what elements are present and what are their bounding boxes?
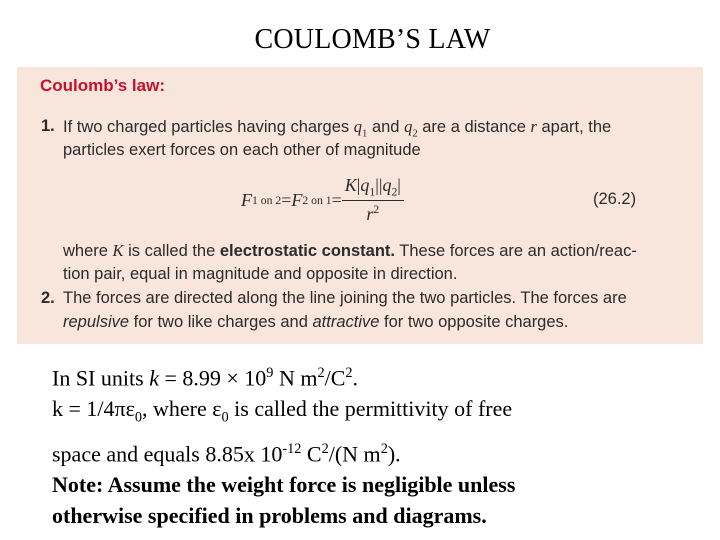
permittivity-line: $k = 1/4\pi\varepsilon_0$, where $\varepsilon_0$ is called the permittivity of free [52,396,513,426]
where-line-2: tion pair, equal in magnitude and opposite in direction. [63,265,458,283]
equation-fraction [342,175,404,226]
notes-block [52,358,515,531]
permittivity-value-line: space and equals 8.85x $10^{-12}$ $C^2/(N$ $m^2$). [52,440,401,467]
slide-title: COULOMB’S LAW [254,24,491,55]
si-units-line: In SI units $k = 8.99 \times 10^9$ N $m^2/C^2$. [52,365,359,391]
equation-numerator: $K|q_1||q_2|$ [342,175,404,202]
item-1-line-2: particles exert forces on each other of magnitude [63,141,421,159]
where-line-1: where K is called the electrostatic constant. These forces are an action/reac- [63,241,637,260]
equation-number: (26.2) [593,190,637,208]
coulombs-law-box [17,67,703,344]
item-2-line-2: repulsive for two like charges and attractive for two opposite charges. [63,313,569,331]
note-line-2: otherwise specified in problems and diagrams. [52,503,487,529]
item-2-line-1: The forces are directed along the line joining the two particles. The forces are [63,289,627,307]
note-line-1: Note: Assume the weight force is negligible unless [52,472,516,498]
box-heading: Coulomb’s law: [40,76,165,95]
item-2-number: 2. [41,289,55,307]
equation-denominator: $r^2$ [366,203,380,225]
item-1-line-1: If two charged particles having charges $q_1$ and $q_2$ are a distance r apart, the [63,117,612,140]
item-1-number: 1. [41,117,55,135]
coulomb-equation: F 1 on 2 = F 2 on 1 = $\frac{K|q_1||q_2|}{r^2}$ [241,175,404,225]
